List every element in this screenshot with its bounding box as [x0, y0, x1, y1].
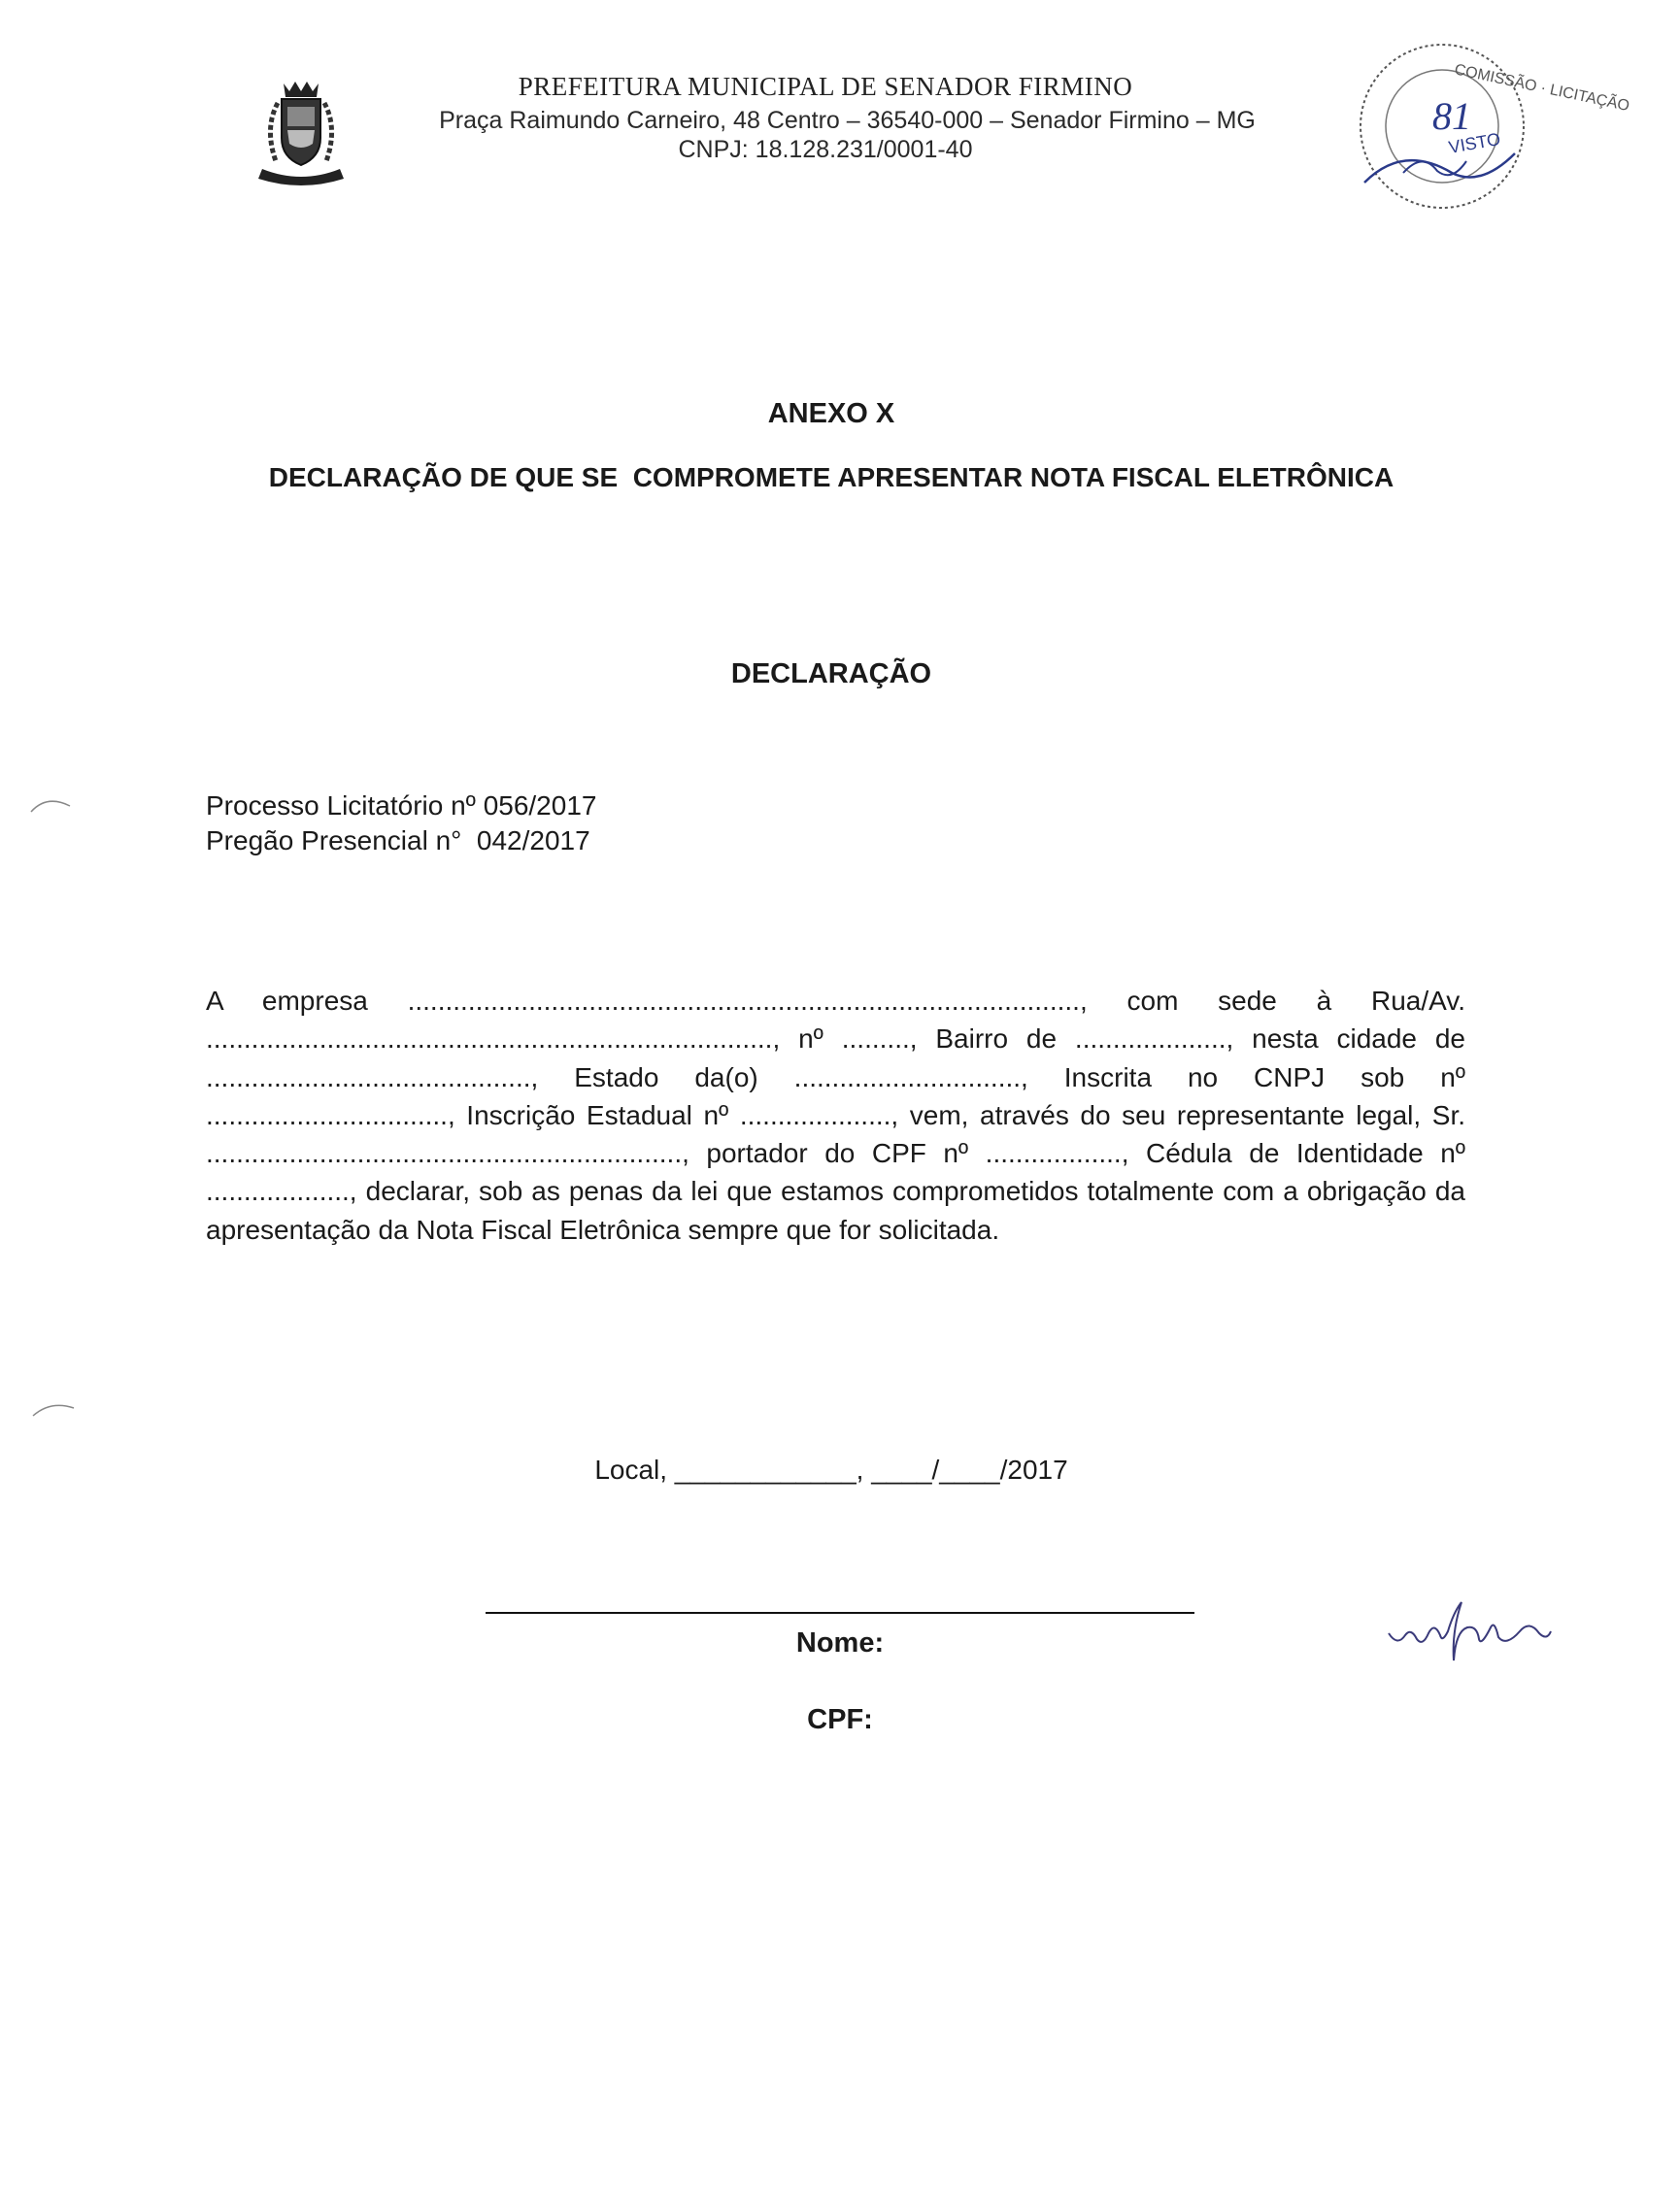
header-address: Praça Raimundo Carneiro, 48 Centro – 36540-000 – Senador Firmino – MG	[439, 107, 1256, 134]
cpf-label: CPF:	[807, 1704, 873, 1735]
pregao-number: Pregão Presencial n° 042/2017	[206, 825, 590, 855]
name-label: Nome:	[795, 1627, 885, 1659]
section-title: DECLARAÇÃO	[730, 658, 932, 689]
handwritten-rubric-icon	[1384, 1592, 1554, 1670]
declaration-heading: DECLARAÇÃO DE QUE SE COMPROMETE APRESENTAR NOTA FISCAL ELETRÔNICA	[268, 462, 1394, 492]
process-number: Processo Licitatório nº 056/2017	[206, 790, 597, 821]
header-title: PREFEITURA MUNICIPAL DE SENADOR FIRMINO	[518, 72, 1133, 101]
municipal-coat-of-arms-icon	[254, 80, 348, 192]
stamp-center-text: VISTO	[1447, 128, 1502, 157]
header-cnpj: CNPJ: 18.128.231/0001-40	[678, 136, 973, 163]
annex-title: ANEXO X	[767, 398, 895, 429]
declaration-body: A empresa ........................................................................................., com sede à Rua/Av. ..........................................................................., nº ........., Bairro de ...................., nesta cidade de ..........................................., Estado da(o) .............................., Inscrita no CNPJ sob nº ................................, Inscrição Estadual nº ...................., vem, através do seu representante legal, Sr. ..............................................................., portador do CPF nº .................., Cédula de Identidade nº ..................., declarar, sob as penas da lei que estamos comprometidos totalmente com a obrigação da apresentação da Nota Fiscal Eletrônica sempre que for solicitada.	[206, 986, 1465, 1245]
stamp-number: 81	[1432, 94, 1471, 138]
margin-mark-icon	[27, 788, 85, 818]
signature-line	[486, 1612, 1194, 1614]
margin-mark-icon	[29, 1392, 87, 1422]
local-date-line: Local, ____________, ____/____/2017	[594, 1455, 1068, 1485]
commission-stamp-icon	[1345, 37, 1631, 221]
stamp-ring-top: COMISSÃO · LICITAÇÃO	[1453, 61, 1631, 116]
